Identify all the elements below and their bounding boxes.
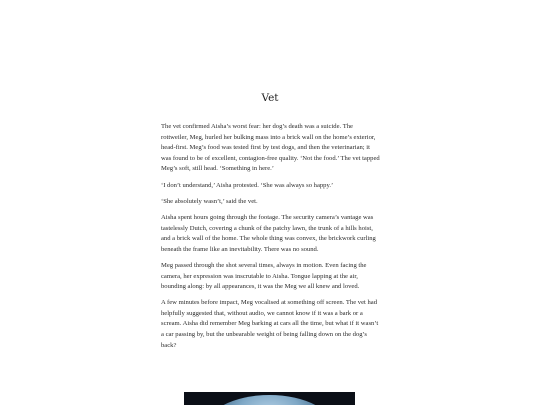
article-title: Vet (261, 92, 279, 104)
article-paragraph: Aisha spent hours going through the footage. The security camera’s vantage was tastelessly Dutch, covering a chunk of the patchy lawn, the trunk of a hills hoist, and a brick wall of the home. The whole thing was convex, the brickwork curling beneath the frame like an inevitability. There was no sound. (161, 213, 376, 253)
image-glow (204, 395, 335, 405)
article-paragraph: Meg passed through the shot several times, always in motion. Even facing the camera, her expression was inscrutable to Aisha. Tongue lapping at the air, bounding along: by all appearances, it was the Meg we all knew and loved. (161, 261, 367, 291)
article-body (161, 122, 381, 357)
article-paragraph: ‘I don’t understand,’ Aisha protested. ‘She was always so happy.’ (161, 181, 334, 189)
article-paragraph: A few minutes before impact, Meg vocalised at something off screen. The vet had helpfully suggested that, without audio, we cannot know if it was a bark or a scream. Aisha did remember Meg barking at cars all the time, but what if it wasn’t a car passing by, but the unbearable weight of being falling down on the dog’s back? (161, 299, 379, 349)
article-image (184, 392, 355, 405)
article-paragraph: The vet confirmed Aisha’s worst fear: her dog’s death was a suicide. The rottweiler, Meg, hurled her bulking mass into a brick wall on the home’s exterior, head-first. Meg’s food was tested first by test dogs, and then the veterinarian; it was found to be of excellent, contagion-free quality. ‘Not the food.’ The vet tapped Meg’s soft, still head. ‘Something in here.’ (161, 123, 380, 173)
article-paragraph: ‘She absolutely wasn’t,’ said the vet. (161, 197, 258, 205)
